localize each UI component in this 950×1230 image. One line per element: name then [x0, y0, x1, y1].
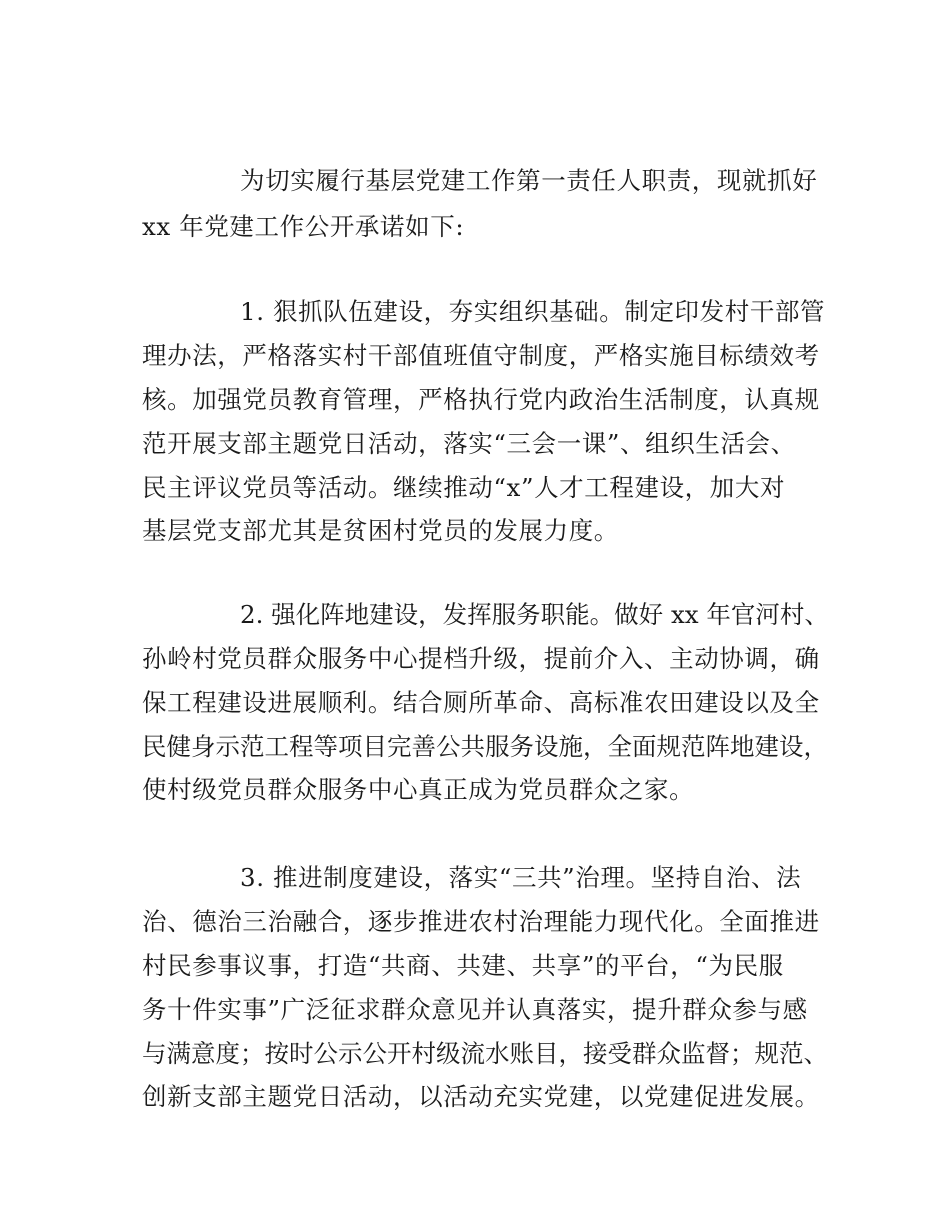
item1-line-4: 范开展支部主题党日活动，落实“三会一课”、组织生活会、	[142, 429, 796, 458]
item1-line-5: 民主评议党员等活动。继续推动“x”人才工程建设，加大对	[142, 473, 786, 502]
item2-line-1: 2. 强化阵地建设，发挥服务职能。做好 xx 年官河村、	[240, 600, 829, 629]
item3-line-2: 治、德治三治融合，逐步推进农村治理能力现代化。全面推进	[142, 907, 820, 936]
item3-line-3: 村民参事议事，打造“共商、共建、共享”的平台，“为民服	[142, 951, 784, 980]
item2-line-5: 使村级党员群众服务中心真正成为党员群众之家。	[142, 775, 695, 804]
item2-line-2: 孙岭村党员群众服务中心提档升级，提前介入、主动协调，确	[142, 644, 820, 673]
item2-line-4: 民健身示范工程等项目完善公共服务设施，全面规范阵地建设，	[142, 732, 828, 761]
item3-line-4: 务十件实事”广泛征求群众意见并认真落实，提升群众参与感	[142, 995, 808, 1024]
item1-line-3: 核。加强党员教育管理，严格执行党内政治生活制度，认真规	[142, 385, 820, 414]
item3-line-1: 3. 推进制度建设，落实“三共”治理。坚持自治、法	[240, 863, 802, 892]
item3-line-5: 与满意度；按时公示公开村级流水账目，接受群众监督；规范、	[142, 1039, 828, 1068]
intro-line-1: 为切实履行基层党建工作第一责任人职责，现就抓好	[240, 166, 818, 195]
item1-line-1: 1. 狠抓队伍建设，夯实组织基础。制定印发村干部管	[240, 297, 826, 326]
item3-line-6: 创新支部主题党日活动，以活动充实党建，以党建促进发展。	[142, 1082, 820, 1111]
intro-line-2: xx 年党建工作公开承诺如下:	[142, 212, 465, 241]
item1-line-2: 理办法，严格落实村干部值班值守制度，严格实施目标绩效考	[142, 341, 820, 370]
item1-line-6: 基层党支部尤其是贫困村党员的发展力度。	[142, 516, 619, 545]
item2-line-3: 保工程建设进展顺利。结合厕所革命、高标准农田建设以及全	[142, 688, 820, 717]
